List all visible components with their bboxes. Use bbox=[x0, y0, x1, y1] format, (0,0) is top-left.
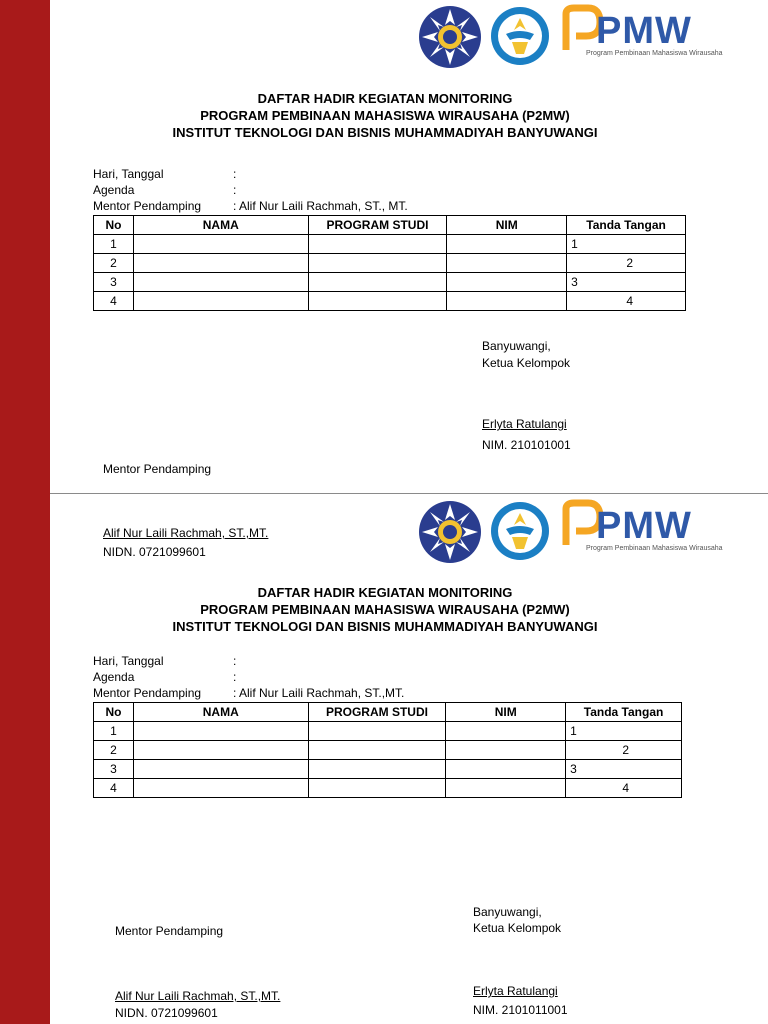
pmw-logo-subtitle: Program Pembinaan Mahasiswa Wirausaha bbox=[586, 545, 723, 552]
info-value: : bbox=[233, 183, 237, 197]
meeting-info bbox=[93, 653, 404, 701]
info-value: : bbox=[233, 670, 237, 684]
leader-nim: NIM. 210101001 bbox=[482, 438, 571, 452]
leader-name: Erlyta Ratulangi bbox=[473, 984, 558, 998]
cell-nama[interactable] bbox=[133, 722, 308, 741]
info-label: Mentor Pendamping bbox=[93, 686, 202, 700]
info-label: Hari, Tanggal bbox=[93, 654, 164, 668]
tut-wuri-handayani-icon bbox=[490, 501, 550, 561]
info-value: : Alif Nur Laili Rachmah, ST.,MT. bbox=[233, 686, 405, 700]
cell-no: 4 bbox=[94, 292, 134, 311]
university-seal-icon bbox=[418, 500, 482, 564]
attendance-table bbox=[93, 215, 686, 311]
cell-nama[interactable] bbox=[133, 741, 308, 760]
table-row bbox=[94, 273, 686, 292]
cell-no: 3 bbox=[94, 760, 134, 779]
cell-nim[interactable] bbox=[446, 779, 566, 798]
role-label: Ketua Kelompok bbox=[473, 921, 562, 935]
cell-no: 1 bbox=[94, 235, 134, 254]
cell-no: 2 bbox=[94, 254, 134, 273]
logo-group bbox=[412, 497, 723, 565]
mentor-nidn: NIDN. 0721099601 bbox=[115, 1006, 218, 1020]
document-title bbox=[60, 584, 710, 635]
cell-nama[interactable] bbox=[133, 273, 308, 292]
pmw-logo bbox=[558, 497, 723, 563]
cell-signature[interactable]: 1 bbox=[567, 235, 686, 254]
header-tanda-tangan: Tanda Tangan bbox=[566, 703, 682, 722]
mentor-name: Alif Nur Laili Rachmah, ST.,MT. bbox=[103, 526, 269, 540]
pmw-logo bbox=[558, 2, 723, 68]
mentor-label: Mentor Pendamping bbox=[103, 462, 212, 476]
info-label: Hari, Tanggal bbox=[93, 167, 164, 181]
cell-program-studi[interactable] bbox=[308, 235, 447, 254]
section-divider bbox=[50, 493, 768, 494]
cell-nim[interactable] bbox=[447, 292, 567, 311]
cell-no: 4 bbox=[94, 779, 134, 798]
header-program-studi: PROGRAM STUDI bbox=[308, 216, 447, 235]
cell-signature[interactable]: 3 bbox=[566, 760, 682, 779]
mentor-name: Alif Nur Laili Rachmah, ST.,MT. bbox=[115, 989, 281, 1003]
header-program-studi: PROGRAM STUDI bbox=[308, 703, 446, 722]
cell-nama[interactable] bbox=[133, 779, 308, 798]
header-nim: NIM bbox=[447, 216, 567, 235]
header-no: No bbox=[94, 216, 134, 235]
table-header-row bbox=[94, 216, 686, 235]
meeting-info bbox=[93, 166, 408, 214]
table-row bbox=[94, 292, 686, 311]
role-label: Ketua Kelompok bbox=[482, 356, 571, 370]
cell-signature[interactable]: 3 bbox=[567, 273, 686, 292]
cell-program-studi[interactable] bbox=[308, 779, 446, 798]
cell-program-studi[interactable] bbox=[308, 292, 447, 311]
cell-program-studi[interactable] bbox=[308, 760, 446, 779]
cell-nama[interactable] bbox=[133, 235, 308, 254]
left-red-bar bbox=[0, 0, 50, 1024]
cell-program-studi[interactable] bbox=[308, 254, 447, 273]
cell-nim[interactable] bbox=[447, 254, 567, 273]
logo-group bbox=[412, 2, 723, 70]
document-title bbox=[60, 90, 710, 141]
cell-nim[interactable] bbox=[446, 760, 566, 779]
place-label: Banyuwangi, bbox=[482, 339, 551, 353]
table-row bbox=[94, 722, 682, 741]
table-header-row bbox=[94, 703, 682, 722]
table-row bbox=[94, 760, 682, 779]
table-row bbox=[94, 741, 682, 760]
cell-nim[interactable] bbox=[447, 235, 567, 254]
cell-nama[interactable] bbox=[133, 760, 308, 779]
cell-signature[interactable]: 4 bbox=[566, 779, 682, 798]
header-nama: NAMA bbox=[133, 703, 308, 722]
title-line: DAFTAR HADIR KEGIATAN MONITORING bbox=[257, 91, 513, 106]
cell-program-studi[interactable] bbox=[308, 273, 447, 292]
cell-nim[interactable] bbox=[447, 273, 567, 292]
pmw-logo-text: PMW bbox=[596, 505, 692, 547]
cell-signature[interactable]: 4 bbox=[567, 292, 686, 311]
title-line: INSTITUT TEKNOLOGI DAN BISNIS MUHAMMADIYAH BANYUWANGI bbox=[172, 619, 598, 634]
title-line: PROGRAM PEMBINAAN MAHASISWA WIRAUSAHA (P2MW) bbox=[200, 602, 570, 617]
header-nama: NAMA bbox=[133, 216, 308, 235]
mentor-label: Mentor Pendamping bbox=[115, 924, 224, 938]
tut-wuri-handayani-icon bbox=[490, 6, 550, 66]
title-line: PROGRAM PEMBINAAN MAHASISWA WIRAUSAHA (P2MW) bbox=[200, 108, 570, 123]
cell-nama[interactable] bbox=[133, 292, 308, 311]
table-row bbox=[94, 779, 682, 798]
info-label: Agenda bbox=[93, 183, 135, 197]
info-label: Mentor Pendamping bbox=[93, 199, 202, 213]
cell-no: 2 bbox=[94, 741, 134, 760]
info-value: : bbox=[233, 654, 237, 668]
cell-nama[interactable] bbox=[133, 254, 308, 273]
leader-nim: NIM. 2101011001 bbox=[473, 1003, 568, 1017]
header-no: No bbox=[94, 703, 134, 722]
attendance-table bbox=[93, 702, 682, 798]
pmw-logo-subtitle: Program Pembinaan Mahasiswa Wirausaha bbox=[586, 50, 723, 57]
leader-name: Erlyta Ratulangi bbox=[482, 417, 567, 431]
table-row bbox=[94, 235, 686, 254]
cell-signature[interactable]: 2 bbox=[566, 741, 682, 760]
mentor-nidn: NIDN. 0721099601 bbox=[103, 545, 206, 559]
cell-program-studi[interactable] bbox=[308, 722, 446, 741]
place-label: Banyuwangi, bbox=[473, 905, 542, 919]
pmw-logo-text: PMW bbox=[596, 10, 692, 52]
table-row bbox=[94, 254, 686, 273]
cell-no: 3 bbox=[94, 273, 134, 292]
title-line: DAFTAR HADIR KEGIATAN MONITORING bbox=[257, 585, 513, 600]
info-value: : Alif Nur Laili Rachmah, ST., MT. bbox=[233, 199, 408, 213]
title-line: INSTITUT TEKNOLOGI DAN BISNIS MUHAMMADIYAH BANYUWANGI bbox=[172, 125, 598, 140]
info-value: : bbox=[233, 167, 237, 181]
header-tanda-tangan: Tanda Tangan bbox=[567, 216, 686, 235]
info-label: Agenda bbox=[93, 670, 135, 684]
cell-signature[interactable]: 1 bbox=[566, 722, 682, 741]
header-nim: NIM bbox=[446, 703, 566, 722]
cell-signature[interactable]: 2 bbox=[567, 254, 686, 273]
cell-nim[interactable] bbox=[446, 741, 566, 760]
university-seal-icon bbox=[418, 5, 482, 69]
cell-no: 1 bbox=[94, 722, 134, 741]
cell-program-studi[interactable] bbox=[308, 741, 446, 760]
cell-nim[interactable] bbox=[446, 722, 566, 741]
